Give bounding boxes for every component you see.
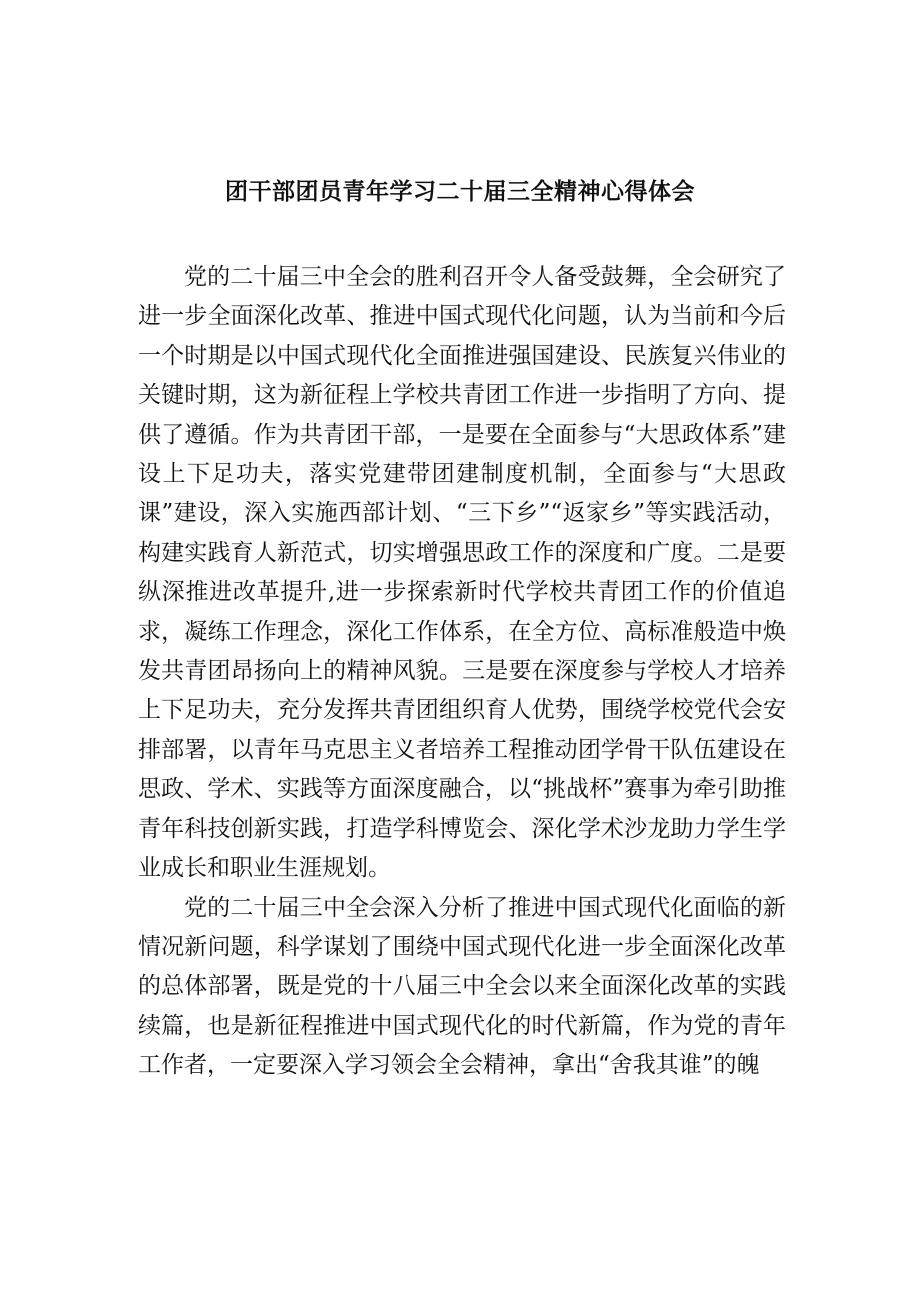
document-title: 团干部团员青年学习二十届三全精神心得体会 [225, 179, 695, 205]
paragraph-2: 党的二十届三中全会深入分析了推进中国式现代化面临的新情况新问题，科学谋划了围绕中国式现代化进一步全面深化改革的总体部署，既是党的十八届三中全会以来全面深化改革的实践续篇，也是新征程推进中国式现代化的时代新篇，作为党的青年工作者，一定要深入学习领会全会精神，拿出“舍我其谁”的魄 [138, 894, 786, 1079]
paragraph-1: 党的二十届三中全会的胜利召开令人备受鼓舞，全会研究了进一步全面深化改革、推进中国式现代化问题，认为当前和今后一个时期是以中国式现代化全面推进强国建设、民族复兴伟业的关键时期，这为新征程上学校共青团工作进一步指明了方向、提供了遵循。作为共青团干部，一是要在全面参与“大思政体系”建设上下足功夫，落实党建带团建制度机制，全面参与“大思政课”建设，深入实施西部计划、“三下乡”“返家乡”等实践活动，构建实践育人新范式，切实增强思政工作的深度和广度。二是要纵深推进改革提升,进一步探索新时代学校共青团工作的价值追求，凝练工作理念，深化工作体系，在全方位、高标准般造中焕发共青团昂扬向上的精神风貌。三是要在深度参与学校人才培养上下足功夫，充分发挥共青团组织育人优势，围绕学校党代会安排部署，以青年马克思主义者培养工程推动团学骨干队伍建设在思政、学术、实践等方面深度融合，以“挑战杯”赛事为牵引助推青年科技创新实践，打造学科博览会、深化学术沙龙助力学生学业成长和职业生涯规划。 [138, 264, 786, 882]
document-body [138, 258, 786, 1086]
